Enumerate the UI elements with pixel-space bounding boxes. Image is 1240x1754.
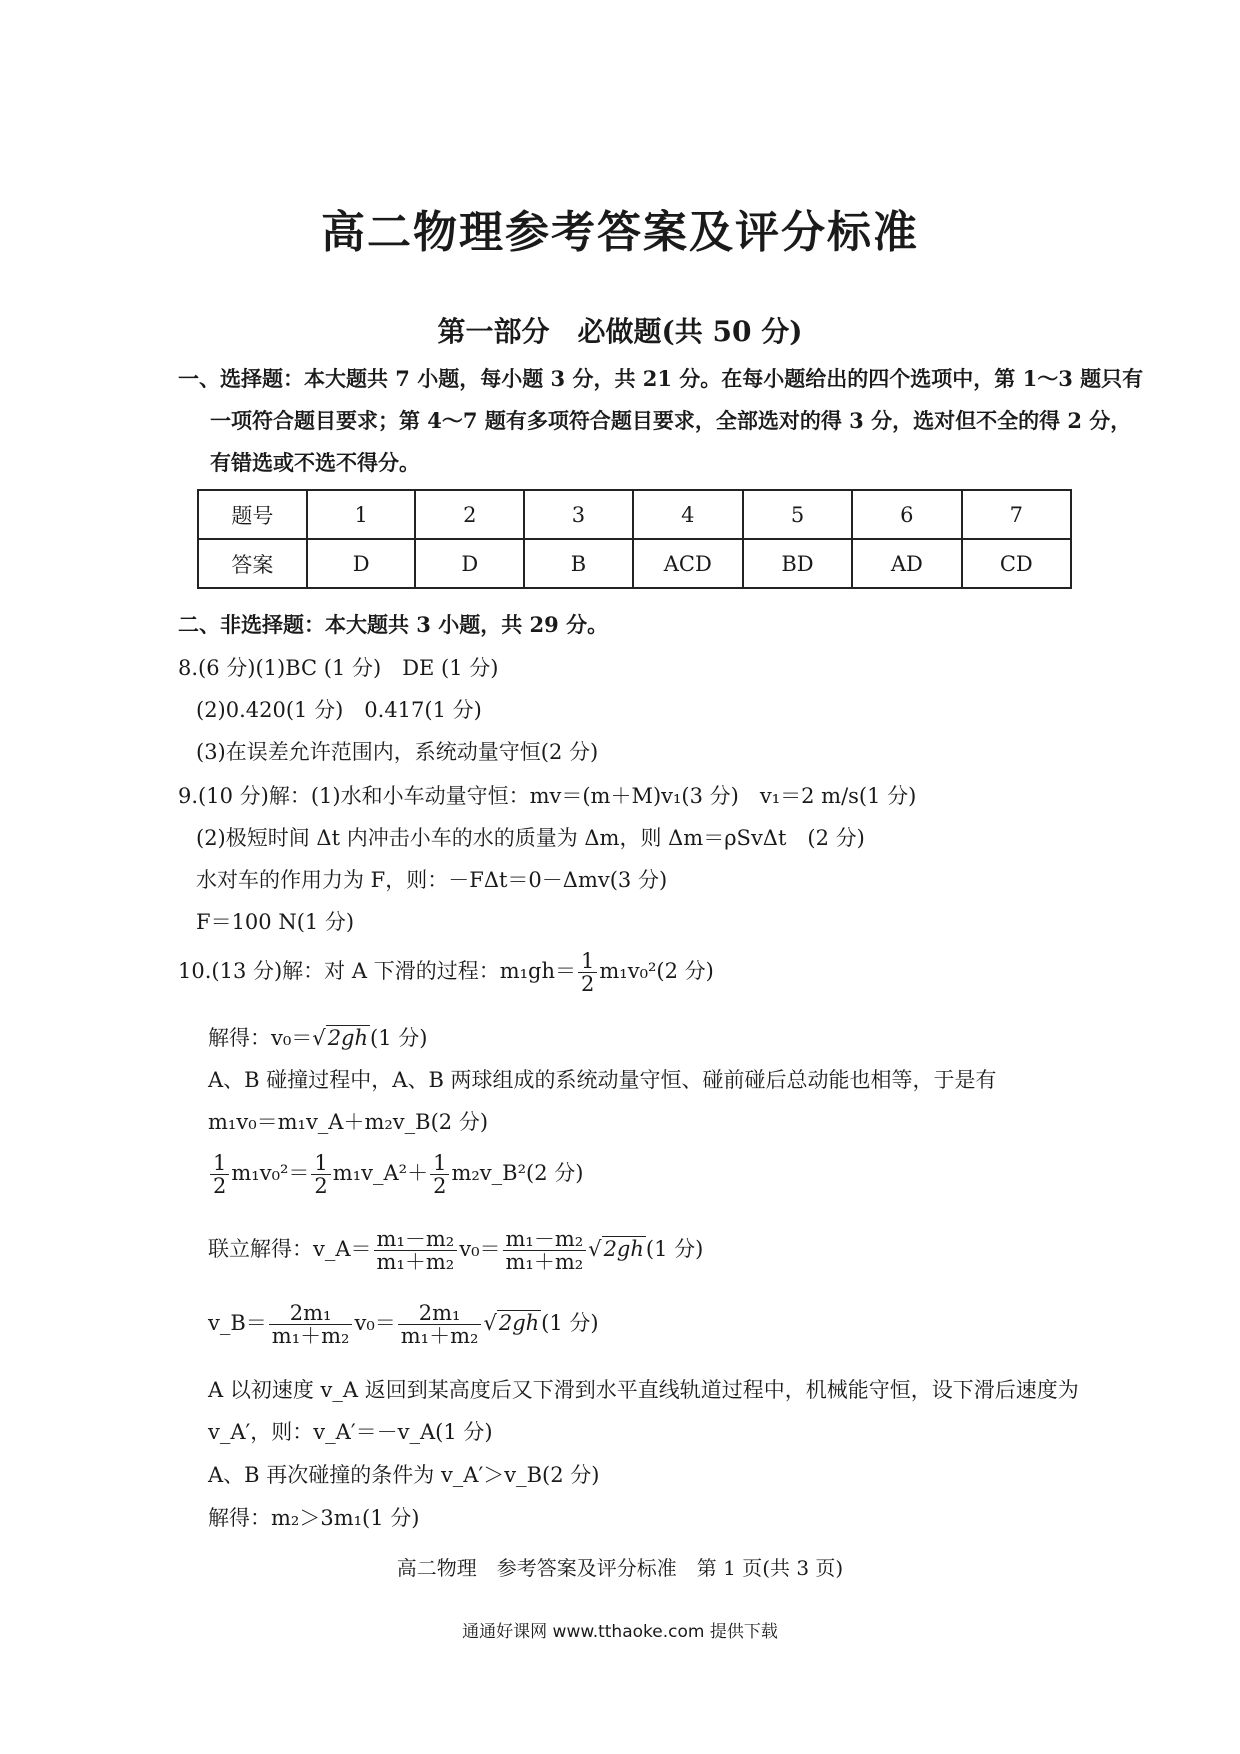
fraction-denominator: m₁＋m₂ xyxy=(505,1250,584,1275)
q10-line6-pre: 联立解得：v_A＝ xyxy=(208,1237,372,1262)
fraction xyxy=(503,1228,587,1273)
table-cell: ACD xyxy=(633,539,743,588)
fraction-numerator: 1 xyxy=(311,1152,330,1175)
q9-line3: 水对车的作用力为 F，则：－FΔt＝0－Δmv(3 分) xyxy=(196,868,668,892)
q10-line9: v_A′，则：v_A′＝－v_A(1 分) xyxy=(208,1420,493,1444)
table-cell: BD xyxy=(743,539,852,588)
table-cell: CD xyxy=(962,539,1071,588)
page-footer: 高二物理 参考答案及评分标准 第 1 页(共 3 页) xyxy=(396,1556,844,1580)
q10-line5 xyxy=(208,1152,583,1197)
fraction-numerator: 1 xyxy=(210,1152,229,1175)
fraction-denominator: 2 xyxy=(314,1174,328,1199)
fraction-denominator: m₁＋m₂ xyxy=(376,1250,455,1275)
fraction-denominator: 2 xyxy=(433,1174,447,1199)
q10-line7-pre: v_B＝ xyxy=(208,1311,267,1336)
q10-line6-post: (1 分) xyxy=(645,1237,704,1262)
fraction xyxy=(311,1152,330,1197)
fraction-numerator: m₁－m₂ xyxy=(503,1228,587,1251)
fraction xyxy=(398,1302,482,1347)
sqrt-symbol: √ xyxy=(312,1026,326,1050)
q10-line2-pre: 解得：v₀＝ xyxy=(208,1026,313,1050)
q10-line5-part-a: m₁v₀²＝ xyxy=(231,1161,310,1186)
q10-line5-part-b: m₁v_A²＋ xyxy=(332,1161,429,1186)
q10-line8: A 以初速度 v_A 返回到某高度后又下滑到水平直线轨道过程中，机械能守恒，设下滑后速度为 xyxy=(208,1378,1079,1402)
q10-line1-post: m₁v₀²(2 分) xyxy=(599,959,714,984)
sqrt-radicand: 2gh xyxy=(603,1237,644,1262)
table-cell: 6 xyxy=(852,490,961,539)
fraction xyxy=(430,1152,449,1197)
section1-line2: 一项符合题目要求；第 4～7 题有多项符合题目要求，全部选对的得 3 分，选对但不全的得 2 分， xyxy=(210,408,1132,433)
fraction-numerator: 1 xyxy=(430,1152,449,1175)
table-header-cell: 答案 xyxy=(198,539,307,588)
fraction-denominator: 2 xyxy=(581,972,595,997)
fraction-denominator: 2 xyxy=(213,1174,227,1199)
page-title: 高二物理参考答案及评分标准 xyxy=(321,207,919,258)
fraction xyxy=(269,1302,353,1347)
section2-heading: 二、非选择题：本大题共 3 小题，共 29 分。 xyxy=(178,612,609,637)
q9-line2: (2)极短时间 Δt 内冲击小车的水的质量为 Δm，则 Δm＝ρSvΔt (2 分) xyxy=(196,826,865,850)
q10-line2-post: (1 分) xyxy=(370,1026,428,1050)
q10-line5-part-c: m₂v_B²(2 分) xyxy=(451,1161,584,1186)
part-heading: 第一部分 必做题(共 50 分) xyxy=(437,315,803,348)
q9-line4: F＝100 N(1 分) xyxy=(196,910,355,934)
fraction xyxy=(210,1152,229,1197)
table-cell: B xyxy=(524,539,633,588)
table-cell: 4 xyxy=(633,490,743,539)
q10-line7-mid: v₀＝ xyxy=(354,1311,396,1336)
table-cell: 5 xyxy=(743,490,852,539)
q10-line11: 解得：m₂＞3m₁(1 分) xyxy=(208,1506,420,1530)
fraction-denominator: m₁＋m₂ xyxy=(400,1324,479,1349)
table-header-cell: 题号 xyxy=(198,490,307,539)
table-cell: 2 xyxy=(415,490,524,539)
table-cell: D xyxy=(307,539,416,588)
q10-line7-post: (1 分) xyxy=(541,1311,599,1336)
q10-line3: A、B 碰撞过程中，A、B 两球组成的系统动量守恒、碰前碰后总动能也相等，于是有 xyxy=(208,1068,997,1092)
q8-line1: 8.(6 分)(1)BC (1 分) DE (1 分) xyxy=(178,656,499,680)
sqrt-radicand: 2gh xyxy=(498,1311,540,1336)
table-cell: AD xyxy=(852,539,961,588)
q10-line1 xyxy=(178,950,714,995)
section1-line1: 一、选择题：本大题共 7 小题，每小题 3 分，共 21 分。在每小题给出的四个选项中，第 1～3 题只有 xyxy=(178,366,1144,391)
sqrt-symbol: √ xyxy=(588,1237,602,1262)
sqrt-radicand: 2gh xyxy=(327,1026,369,1050)
table-cell: 1 xyxy=(307,490,416,539)
sqrt-symbol: √ xyxy=(483,1311,497,1336)
q10-line2 xyxy=(208,1022,427,1052)
q10-line4: m₁v₀＝m₁v_A＋m₂v_B(2 分) xyxy=(208,1110,489,1134)
q10-line1-pre: 10.(13 分)解：对 A 下滑的过程：m₁gh＝ xyxy=(178,959,576,984)
fraction xyxy=(578,950,597,995)
q10-line6 xyxy=(208,1228,703,1273)
fraction-numerator: 2m₁ xyxy=(269,1302,353,1325)
fraction-numerator: 1 xyxy=(578,950,597,973)
q10-line7 xyxy=(208,1302,599,1347)
q10-line10: A、B 再次碰撞的条件为 v_A′＞v_B(2 分) xyxy=(208,1463,600,1487)
table-cell: 3 xyxy=(524,490,633,539)
q8-line3: (3)在误差允许范围内，系统动量守恒(2 分) xyxy=(196,740,599,764)
download-credit: 通通好课网 www.tthaoke.com 提供下载 xyxy=(462,1622,778,1642)
fraction-numerator: m₁－m₂ xyxy=(374,1228,458,1251)
section1-line3: 有错选或不选不得分。 xyxy=(210,450,420,475)
table-cell: 7 xyxy=(962,490,1071,539)
fraction-numerator: 2m₁ xyxy=(398,1302,482,1325)
table-row-numbers xyxy=(198,490,1071,539)
fraction-denominator: m₁＋m₂ xyxy=(271,1324,350,1349)
q8-line2: (2)0.420(1 分) 0.417(1 分) xyxy=(196,698,482,722)
q10-line6-mid: v₀＝ xyxy=(459,1237,501,1262)
table-cell: D xyxy=(415,539,524,588)
table-row-answers xyxy=(198,539,1071,588)
answer-table xyxy=(197,489,1072,589)
fraction xyxy=(374,1228,458,1273)
q9-line1: 9.(10 分)解：(1)水和小车动量守恒：mv＝(m＋M)v₁(3 分) v₁＝2 m/s(1 分) xyxy=(178,784,917,808)
